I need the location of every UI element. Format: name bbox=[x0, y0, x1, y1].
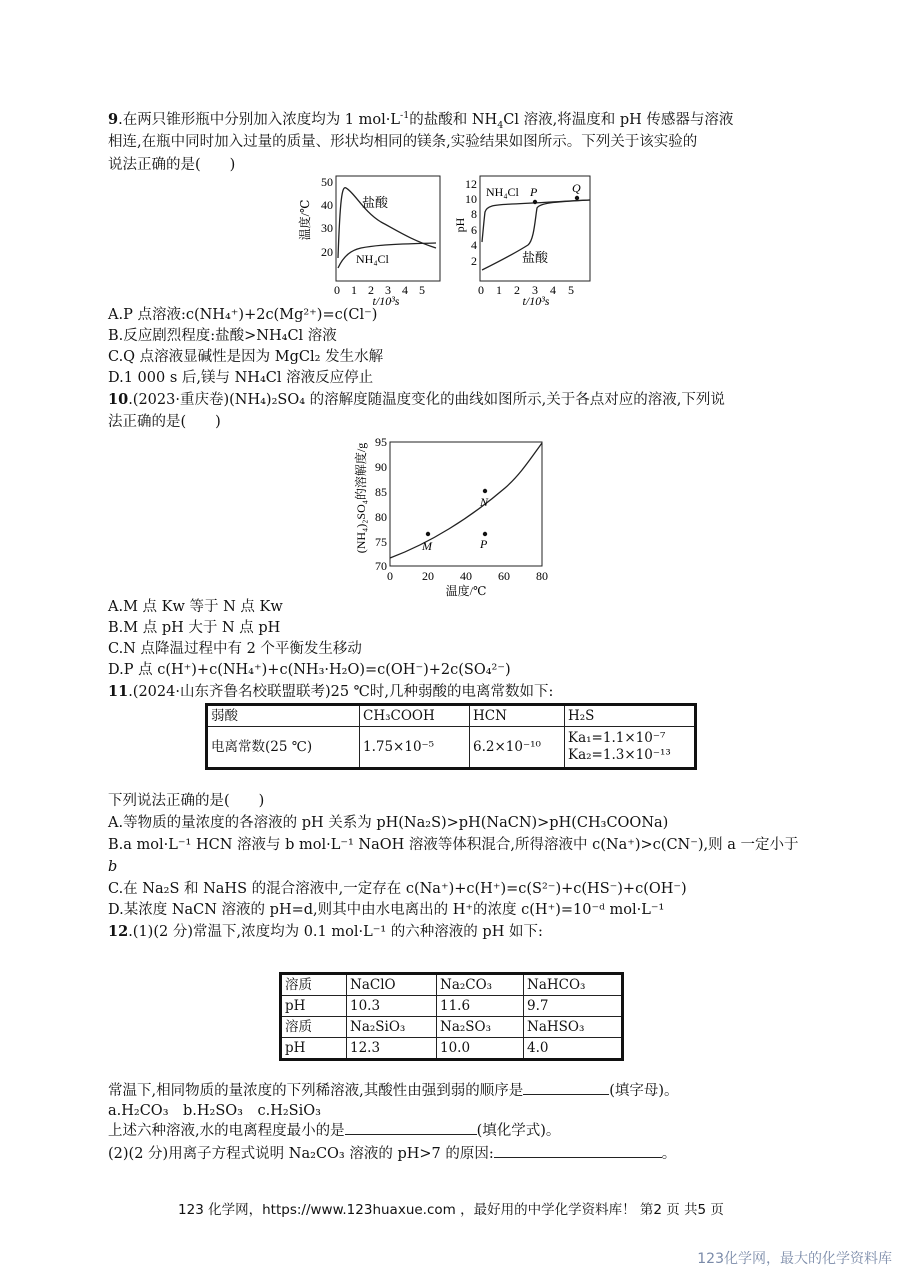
sol-xtick-20: 20 bbox=[422, 569, 434, 583]
ph-ytick-4: 4 bbox=[471, 238, 477, 252]
sol-x-axis-label: 温度/℃ bbox=[445, 584, 487, 598]
q9-option-c: C.Q 点溶液显碱性是因为 MgCl₂ 发生水解 bbox=[108, 349, 384, 365]
solubility-axis-label: (NH₄)₂SO₄的溶解度/g bbox=[354, 442, 368, 554]
table-cell: 9.7 bbox=[524, 996, 623, 1017]
ph-ytick-8: 8 bbox=[471, 207, 477, 221]
table-cell: 6.2×10⁻¹⁰ bbox=[470, 727, 565, 769]
ytick-40: 40 bbox=[321, 198, 333, 212]
q9-temperature-chart bbox=[296, 170, 456, 305]
q11-number: 11 bbox=[108, 683, 129, 700]
q10-option-d: D.P 点 c(H⁺)+c(NH₄⁺)+c(NH₃·H₂O)=c(OH⁻)+2c(SO₄²⁻) bbox=[108, 662, 511, 678]
table-cell: 弱酸 bbox=[207, 705, 360, 727]
temp-axis-label: 温度/℃ bbox=[298, 199, 312, 241]
q11-option-b-line1: B.a mol·L⁻¹ HCN 溶液与 b mol·L⁻¹ NaOH 溶液等体积混合,所得溶液中 c(Na⁺)>c(CN⁻),则 a 一定小于 bbox=[108, 837, 799, 853]
table-cell: 4.0 bbox=[524, 1038, 623, 1060]
ph-ytick-2: 2 bbox=[471, 254, 477, 268]
q12-line4: 上述六种溶液,水的电离程度最小的是 (填化学式)。 bbox=[108, 1120, 560, 1141]
q10-line1: 10.(2023·重庆卷)(NH₄)₂SO₄ 的溶解度随温度变化的曲线如图所示,关于各点对应的溶液,下列说 bbox=[108, 391, 725, 408]
q11-line1: 11.(2024·山东齐鲁名校联盟联考)25 ℃时,几种弱酸的电离常数如下: bbox=[108, 683, 554, 700]
xtick-1: 1 bbox=[351, 283, 357, 297]
table-row bbox=[281, 1017, 623, 1038]
ph-xtick-1: 1 bbox=[496, 283, 502, 297]
sol-ytick-80: 80 bbox=[375, 510, 387, 524]
ph-xtick-4: 4 bbox=[550, 283, 556, 297]
table-row bbox=[281, 974, 623, 996]
q11-option-c: C.在 Na₂S 和 NaHS 的混合溶液中,一定存在 c(Na⁺)+c(H⁺)=c(S²⁻)+c(HS⁻)+c(OH⁻) bbox=[108, 881, 687, 897]
table-cell: Na₂SO₃ bbox=[437, 1017, 524, 1038]
ph-x-axis-label: t/10³s bbox=[522, 294, 550, 305]
sol-ytick-90: 90 bbox=[375, 460, 387, 474]
q12-line1: 12.(1)(2 分)常温下,浓度均为 0.1 mol·L⁻¹ 的六种溶液的 pH 如下: bbox=[108, 923, 543, 940]
table-cell: NaHCO₃ bbox=[524, 974, 623, 996]
ph-ytick-12: 12 bbox=[465, 177, 477, 191]
nh4cl-label-right: NH₄Cl bbox=[486, 185, 519, 199]
answer-blank-1[interactable] bbox=[523, 1080, 609, 1095]
table-row bbox=[207, 705, 696, 727]
q9-number: 9 bbox=[108, 111, 119, 128]
ph-xtick-3: 3 bbox=[532, 283, 538, 297]
ytick-30: 30 bbox=[321, 221, 333, 235]
q11-ionization-table bbox=[205, 703, 697, 770]
point-n bbox=[483, 489, 487, 493]
point-p-q10 bbox=[483, 532, 487, 536]
point-m bbox=[426, 532, 430, 536]
sol-xtick-40: 40 bbox=[460, 569, 472, 583]
q10-option-a: A.M 点 Kw 等于 N 点 Kw bbox=[108, 599, 283, 615]
watermark: 123化学网，最大的化学资料库 bbox=[697, 1251, 892, 1267]
point-p bbox=[533, 200, 537, 204]
table-cell: 12.3 bbox=[347, 1038, 437, 1060]
p-label: P bbox=[530, 185, 538, 199]
table-cell: NaClO bbox=[347, 974, 437, 996]
xtick-4: 4 bbox=[402, 283, 408, 297]
sol-ytick-95: 95 bbox=[375, 435, 387, 449]
table-cell: 10.3 bbox=[347, 996, 437, 1017]
ph-xtick-5: 5 bbox=[568, 283, 574, 297]
table-cell: H₂S bbox=[565, 705, 696, 727]
q9-line3: 说法正确的是( ) bbox=[108, 157, 236, 173]
xtick-3: 3 bbox=[385, 283, 391, 297]
q10-number: 10 bbox=[108, 391, 129, 408]
table-row bbox=[207, 727, 696, 769]
xtick-5: 5 bbox=[419, 283, 425, 297]
table-row bbox=[281, 996, 623, 1017]
sol-ytick-70: 70 bbox=[375, 559, 387, 573]
q12-line2: 常温下,相同物质的量浓度的下列稀溶液,其酸性由强到弱的顺序是 (填字母)。 bbox=[108, 1080, 679, 1101]
solubility-curve bbox=[390, 443, 542, 558]
page-footer: 123 化学网，https://www.123huaxue.com ，最好用的中学化学资料库！ 第2 页 共5 页 bbox=[178, 1202, 724, 1218]
q9-line2: 相连,在瓶中同时加入过量的质量、形状均相同的镁条,实验结果如图所示。下列关于该实验的 bbox=[108, 134, 698, 150]
q-label: Q bbox=[572, 181, 581, 195]
table-cell: 溶质 bbox=[281, 1017, 347, 1038]
ytick-20: 20 bbox=[321, 245, 333, 259]
ytick-50: 50 bbox=[321, 175, 333, 189]
hcl-label: 盐酸 bbox=[362, 195, 389, 210]
q9-option-b: B.反应剧烈程度:盐酸>NH₄Cl 溶液 bbox=[108, 328, 337, 344]
q9-option-a: A.P 点溶液:c(NH₄⁺)+2c(Mg²⁺)=c(Cl⁻) bbox=[108, 307, 378, 323]
xtick-2: 2 bbox=[368, 283, 374, 297]
sol-xtick-0: 0 bbox=[387, 569, 393, 583]
table-cell: pH bbox=[281, 1038, 347, 1060]
q9-ph-chart bbox=[452, 170, 602, 305]
table-cell: Ka₁=1.1×10⁻⁷ Ka₂=1.3×10⁻¹³ bbox=[565, 727, 696, 769]
nh4cl-label: NH₄Cl bbox=[356, 252, 389, 266]
q11-option-b-line2: b bbox=[108, 859, 118, 875]
q10-line2: 法正确的是( ) bbox=[108, 414, 221, 430]
sol-xtick-60: 60 bbox=[498, 569, 510, 583]
table-cell: 10.0 bbox=[437, 1038, 524, 1060]
sol-ytick-85: 85 bbox=[375, 485, 387, 499]
x-axis-label: t/10³s bbox=[372, 294, 400, 305]
table-cell: Na₂CO₃ bbox=[437, 974, 524, 996]
q10-solubility-chart bbox=[345, 428, 560, 598]
table-cell: NaHSO₃ bbox=[524, 1017, 623, 1038]
q9-line1: 9.在两只锥形瓶中分别加入浓度均为 1 $mol\cdot L^{-1}$的盐酸和 $NH_4Cl$ 溶液,将温度和 pH 传感器与溶液 bbox=[108, 110, 734, 131]
table-cell: CH₃COOH bbox=[360, 705, 470, 727]
q11-line2: 下列说法正确的是( ) bbox=[108, 793, 265, 809]
table-cell: HCN bbox=[470, 705, 565, 727]
table-cell: 1.75×10⁻⁵ bbox=[360, 727, 470, 769]
table-cell: Na₂SiO₃ bbox=[347, 1017, 437, 1038]
point-q bbox=[575, 196, 579, 200]
m-label: M bbox=[422, 539, 432, 553]
table-cell: 电离常数(25 ℃) bbox=[207, 727, 360, 769]
q10-option-b: B.M 点 pH 大于 N 点 pH bbox=[108, 620, 281, 636]
q12-line5: (2)(2 分)用离子方程式说明 Na₂CO₃ 溶液的 pH>7 的原因: 。 bbox=[108, 1143, 676, 1164]
hcl-label-right: 盐酸 bbox=[522, 250, 549, 265]
answer-blank-2[interactable] bbox=[345, 1120, 477, 1135]
q12-line3: a.H₂CO₃ b.H₂SO₃ c.H₂SiO₃ bbox=[108, 1103, 321, 1119]
q12-ph-table bbox=[279, 972, 624, 1061]
table-cell: 11.6 bbox=[437, 996, 524, 1017]
nh4cl-ph-curve bbox=[482, 200, 590, 242]
sol-xtick-80: 80 bbox=[536, 569, 548, 583]
ph-xtick-0: 0 bbox=[478, 283, 484, 297]
ph-xtick-2: 2 bbox=[514, 283, 520, 297]
table-cell: pH bbox=[281, 996, 347, 1017]
xtick-0: 0 bbox=[334, 283, 340, 297]
table-cell: 溶质 bbox=[281, 974, 347, 996]
q11-option-d: D.某浓度 NaCN 溶液的 pH=d,则其中由水电离出的 H⁺的浓度 c(H⁺)=10⁻ᵈ mol·L⁻¹ bbox=[108, 902, 665, 918]
n-label: N bbox=[480, 495, 489, 509]
ph-ytick-10: 10 bbox=[465, 192, 477, 206]
q12-number: 12 bbox=[108, 923, 129, 940]
q11-option-a: A.等物质的量浓度的各溶液的 pH 关系为 pH(Na₂S)>pH(NaCN)>pH(CH₃COONa) bbox=[108, 815, 669, 831]
answer-blank-3[interactable] bbox=[494, 1143, 662, 1158]
q10-option-c: C.N 点降温过程中有 2 个平衡发生移动 bbox=[108, 641, 362, 657]
ph-ytick-6: 6 bbox=[471, 223, 477, 237]
p-label-q10: P bbox=[480, 537, 488, 551]
table-row bbox=[281, 1038, 623, 1060]
q9-option-d: D.1 000 s 后,镁与 NH₄Cl 溶液反应停止 bbox=[108, 370, 374, 386]
ph-axis-label: pH bbox=[453, 217, 467, 233]
sol-ytick-75: 75 bbox=[375, 535, 387, 549]
